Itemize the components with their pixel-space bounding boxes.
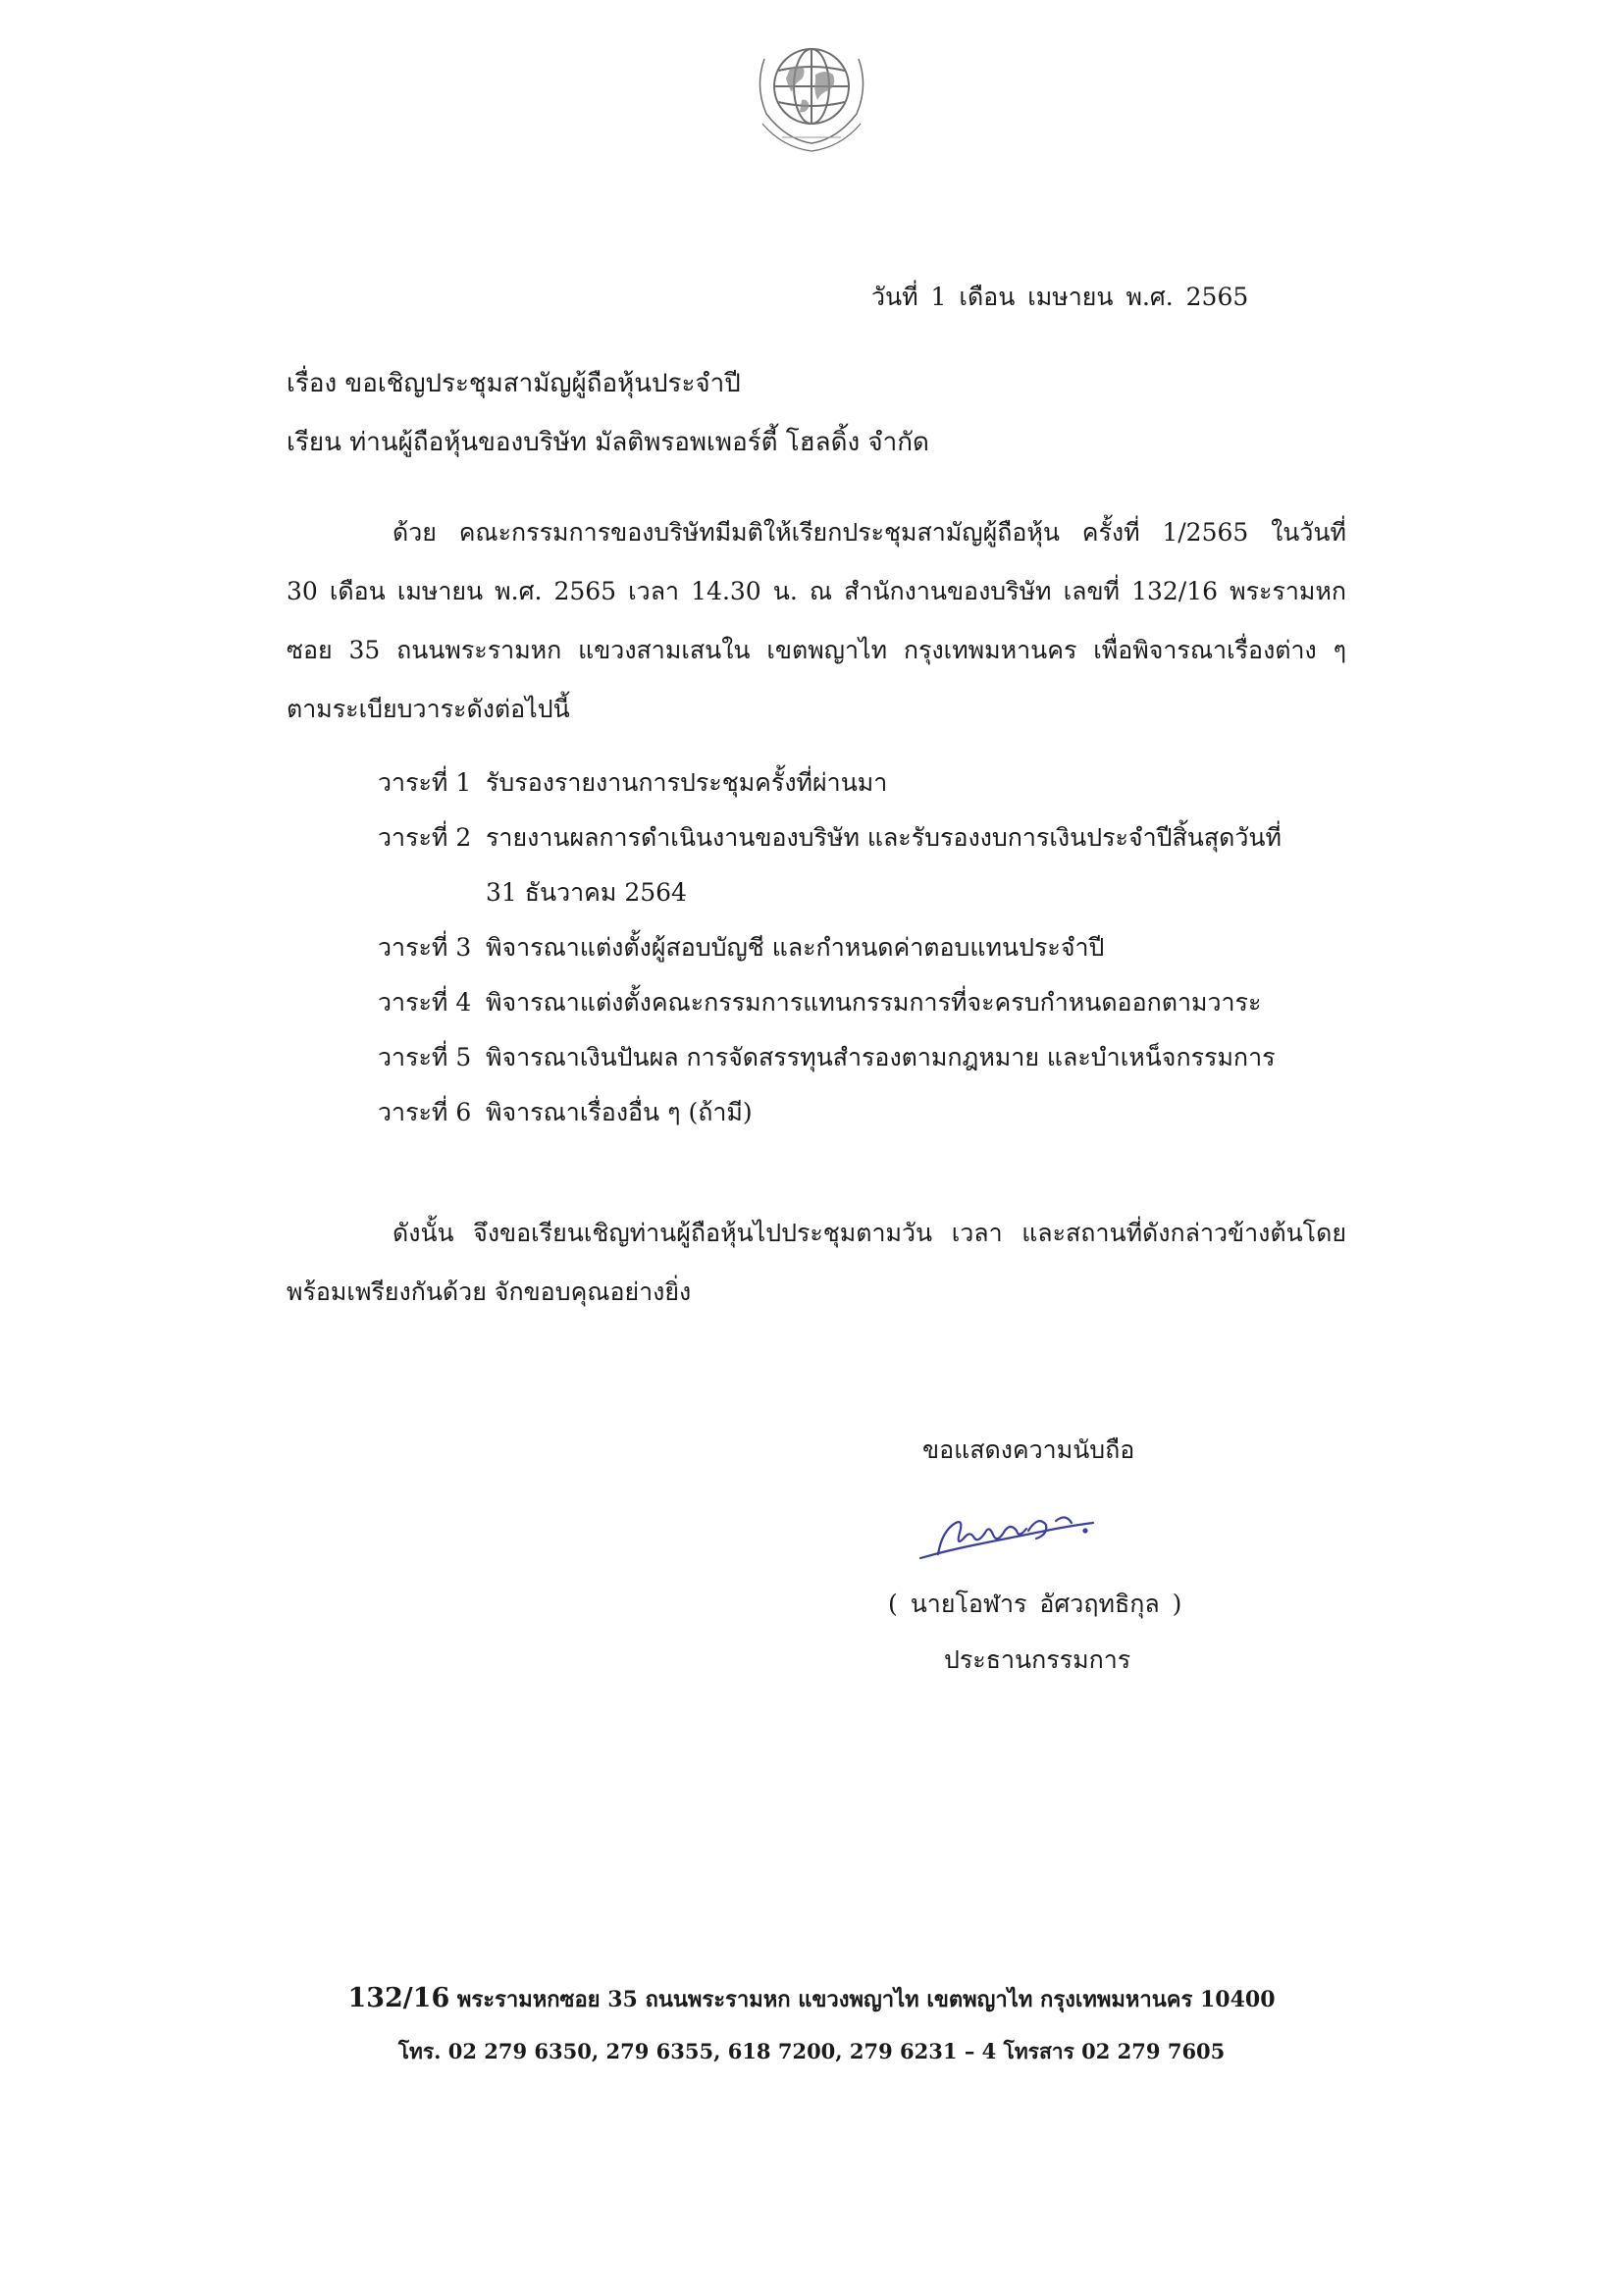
agenda-item [378,1030,1349,1085]
invitation-paragraph [287,503,1346,739]
letter-subject: เรื่อง ขอเชิญประชุมสามัญผู้ถือหุ้นประจำปี [287,369,741,398]
agenda-number: วาระที่ 5 [378,1043,472,1071]
footer-address [0,1982,1623,2016]
footer-address-text: พระรามหกซอย 35 ถนนพระรามหก แขวงพญาไท เขตพญาไท กรุงเทพมหานคร 10400 [456,1987,1276,2012]
agenda-list [378,756,1349,1140]
agenda-text: พิจารณาเงินปันผล การจัดสรรทุนสำรองตามกฎหมาย และบำเหน็จกรรมการ [486,1043,1276,1071]
agenda-number: วาระที่ 3 [378,933,472,962]
footer-phone: โทร. 02 279 6350, 279 6355, 618 7200, 279 6231 – 4 โทรสาร 02 279 7605 [397,2039,1226,2063]
signature-icon [909,1501,1105,1580]
paragraph-line: ด้วย คณะกรรมการของบริษัทมีมติให้เรียกประชุมสามัญผู้ถือหุ้น ครั้งที่ 1/2565 ในวันที่ [393,518,1346,547]
signer-title: ประธานกรรมการ [944,1645,1131,1674]
agenda-number: วาระที่ 2 [378,823,472,852]
agenda-item [378,975,1349,1030]
footer-address-number: 132/16 [347,1983,450,2013]
agenda-item [378,810,1349,865]
agenda-text: พิจารณาเรื่องอื่น ๆ (ถ้ามี) [486,1098,753,1126]
closing-paragraph [287,1204,1346,1322]
letter-recipient: เรียน ท่านผู้ถือหุ้นของบริษัท มัลติพรอพเพอร์ตี้ โฮลดิ้ง จำกัด [287,428,929,457]
agenda-number: วาระที่ 4 [378,988,472,1017]
paragraph-line: พร้อมเพรียงกันด้วย จักขอบคุณอย่างยิ่ง [287,1278,692,1306]
agenda-text: พิจารณาแต่งตั้งคณะกรรมการแทนกรรมการที่จะครบกำหนดออกตามวาระ [486,988,1262,1017]
letter-date: วันที่ 1 เดือน เมษายน พ.ศ. 2565 [871,283,1249,311]
agenda-item [378,756,1349,810]
agenda-continuation: 31 ธันวาคม 2564 [486,878,687,907]
closing-salutation: ขอแสดงความนับถือ [922,1435,1135,1464]
agenda-item [378,1085,1349,1140]
signer-name: ( นายโอฬาร อัศวฤทธิกุล ) [888,1590,1182,1618]
agenda-number: วาระที่ 1 [378,768,472,797]
paragraph-line: ดังนั้น จึงขอเรียนเชิญท่านผู้ถือหุ้นไปประชุมตามวัน เวลา และสถานที่ดังกล่าวข้างต้นโดย [393,1219,1346,1247]
agenda-text: รายงานผลการดำเนินงานของบริษัท และรับรองงบการเงินประจำปีสิ้นสุดวันที่ [486,823,1282,852]
agenda-item [378,920,1349,975]
paragraph-line: 30 เดือน เมษายน พ.ศ. 2565 เวลา 14.30 น. ณ สำนักงานของบริษัท เลขที่ 132/16 พระรามหก [287,577,1346,605]
company-logo [743,29,880,157]
signature [909,1501,1105,1580]
agenda-text: รับรองรายงานการประชุมครั้งที่ผ่านมา [486,768,888,797]
paragraph-line: ตามระเบียบวาระดังต่อไปนี้ [287,695,570,723]
agenda-text: พิจารณาแต่งตั้งผู้สอบบัญชี และกำหนดค่าตอบแทนประจำปี [486,933,1105,962]
globe-icon [743,29,880,157]
agenda-number: วาระที่ 6 [378,1098,472,1126]
paragraph-line: ซอย 35 ถนนพระรามหก แขวงสามเสนใน เขตพญาไท กรุงเทพมหานคร เพื่อพิจารณาเรื่องต่าง ๆ [287,636,1346,664]
